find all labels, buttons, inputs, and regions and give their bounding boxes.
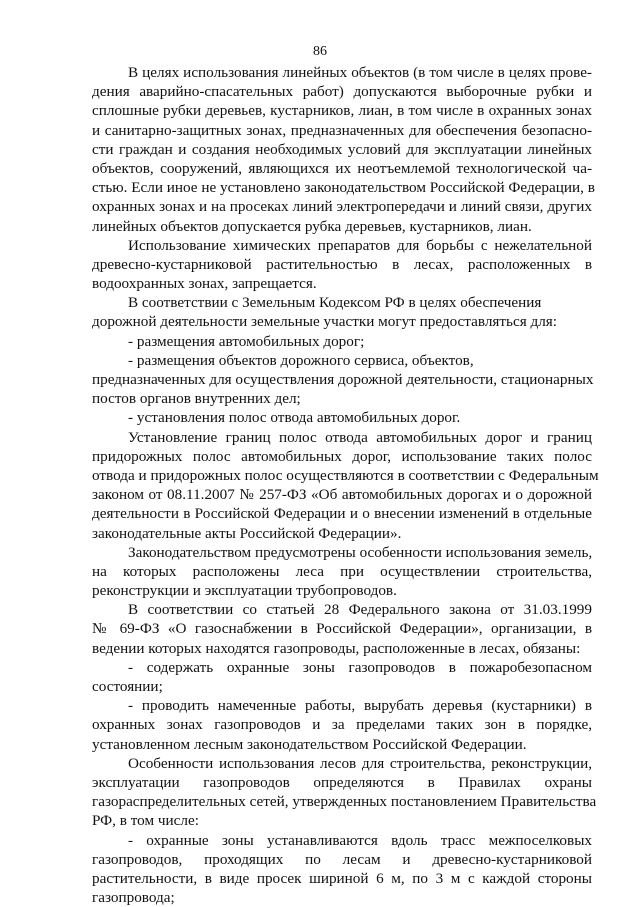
text-line: В соответствии с Земельным Кодексом РФ в целях обеспечения — [128, 294, 542, 312]
text-line: Использование химических препаратов для борьбы с нежелательной — [128, 236, 592, 254]
text-line: реконструкции и эксплуатации трубопроводов. — [92, 582, 397, 600]
text-line: - размещения автомобильных дорог; — [128, 332, 365, 350]
text-line: на которых расположены леса при осуществлении строительства, — [92, 562, 592, 580]
text-line: - проводить намеченные работы, вырубать деревья (кустарники) в — [128, 697, 592, 715]
text-line: древесно-кустарниковой растительностью в лесах, расположенных в — [92, 255, 592, 273]
text-line: стью. Если иное не установлено законодательством Российской Федерации, в — [92, 179, 595, 197]
text-line: водоохранных зонах, запрещается. — [92, 275, 317, 293]
text-line: Установление границ полос отвода автомобильных дорог и границ — [128, 428, 592, 446]
text-line: РФ, в том числе: — [92, 812, 199, 830]
text-line: - размещения объектов дорожного сервиса, объектов, — [128, 351, 474, 369]
text-line: газопровода; — [92, 889, 175, 907]
text-line: газопроводов, проходящих по лесам и древесно-кустарниковой — [92, 850, 592, 868]
text-line: - установления полос отвода автомобильных дорог. — [128, 409, 461, 427]
text-line: Законодательством предусмотрены особенности использования земель, — [128, 543, 593, 561]
text-line: ведении которых находятся газопроводы, расположенные в лесах, обязаны: — [92, 639, 581, 657]
text-line: - охранные зоны устанавливаются вдоль трасс межпоселковых — [128, 831, 592, 849]
document-body — [92, 63, 599, 907]
text-line: В соответствии со статьей 28 Федерального закона от 31.03.1999 — [128, 601, 592, 619]
text-line: Особенности использования лесов для строительства, реконструкции, — [128, 754, 592, 772]
text-line: сплошные рубки деревьев, кустарников, лиан, в том числе в охранных зонах — [92, 102, 592, 120]
text-line: охранных зонах газопроводов и за пределами таких зон в порядке, — [92, 716, 592, 734]
text-line: линейных объектов допускается рубка деревьев, кустарников, лиан. — [92, 217, 532, 235]
text-line: дорожной деятельности земельные участки могут предоставляться для: — [92, 313, 557, 331]
text-line: деятельности в Российской Федерации и о внесении изменений в отдельные — [92, 505, 592, 523]
text-line: № 69-ФЗ «О газоснабжении в Российской Федерации», организации, в — [92, 620, 592, 638]
text-line: состоянии; — [92, 678, 163, 695]
text-line: газораспределительных сетей, утвержденных постановлением Правительства — [92, 793, 597, 811]
text-line: сти граждан и создания необходимых условий для эксплуатации линейных — [92, 140, 592, 158]
text-line: эксплуатации газопроводов определяются в Правилах охраны — [92, 773, 592, 791]
text-line: охранных зонах и на просеках линий электропередачи и линий связи, других — [92, 198, 592, 216]
text-line: постов органов внутренних дел; — [92, 390, 301, 408]
text-line: законодательные акты Российской Федерации». — [92, 524, 402, 542]
text-line: и санитарно-защитных зонах, предназначенных для обеспечения безопасно- — [92, 121, 592, 139]
text-line: придорожных полос автомобильных дорог, использование таких полос — [92, 447, 592, 465]
text-line: предназначенных для осуществления дорожной деятельности, стационарных — [92, 371, 594, 388]
text-line: отвода и придорожных полос осуществляются в соответствии с Федеральным — [92, 466, 599, 484]
text-line: В целях использования линейных объектов (в том числе в целях прове- — [128, 64, 592, 81]
text-line: объектов, сооружений, являющихся их неотъемлемой технологической ча- — [92, 159, 592, 177]
page-number: 86 — [313, 44, 327, 59]
text-line: - содержать охранные зоны газопроводов в пожаробезопасном — [128, 658, 592, 676]
text-line: установленном лесным законодательством Российской Федерации. — [92, 735, 527, 753]
text-line: растительности, в виде просек шириной 6 м, по 3 м с каждой стороны — [92, 869, 592, 887]
text-line: дения аварийно-спасательных работ) допускаются выборочные рубки и — [92, 83, 592, 101]
text-line: законом от 08.11.2007 № 257-ФЗ «Об автомобильных дорогах и о дорожной — [92, 486, 592, 504]
